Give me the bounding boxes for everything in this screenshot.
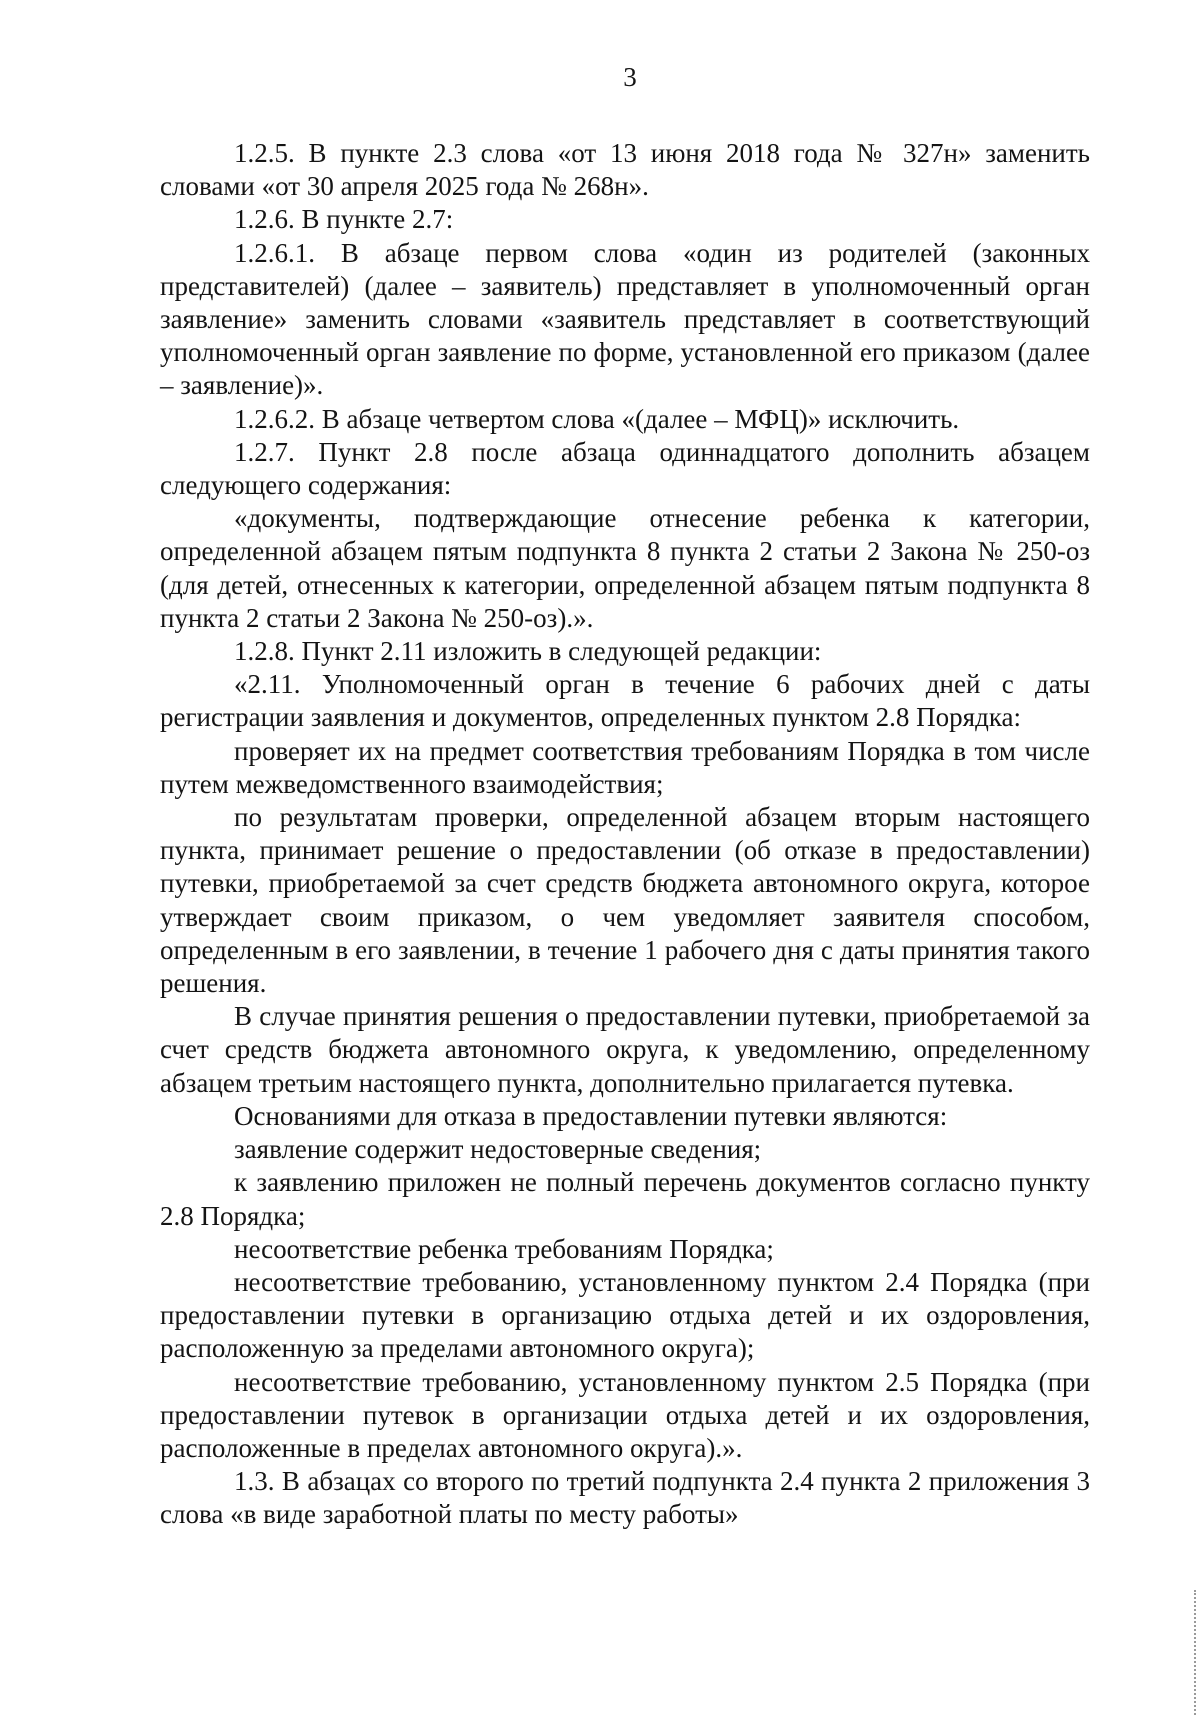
paragraph-check: проверяет их на предмет соответствия требованиям Порядка в том числе путем межведомственного взаимодействия; bbox=[160, 735, 1090, 799]
paragraph-quoted-documents: «документы, подтверждающие отнесение ребенка к категории, определенной абзацем пятым подпункта 8 пункта 2 статьи 2 Закона № 250-оз (для детей, отнесенных к категории, определенной абзацем пятым подпункта 8 пункта 2 статьи 2 Закона № 250-оз).». bbox=[160, 503, 1090, 633]
paragraph-ground-incomplete-docs: к заявлению приложен не полный перечень документов согласно пункту 2.8 Порядка; bbox=[160, 1167, 1090, 1231]
paragraph-decision: по результатам проверки, определенной абзацем вторым настоящего пункта, принимает решение о предоставлении (об отказе в предоставлении) путевки, приобретаемой за счет средств бюджета автономного округа, которое утверждает своим приказом, о чем уведомляет заявителя способом, определенным в его заявлении, в течение 1 рабочего дня с даты принятия такого решения. bbox=[160, 802, 1090, 999]
paragraph-ground-child-mismatch: несоответствие ребенка требованиям Порядка; bbox=[234, 1233, 774, 1264]
paragraph-ground-2-5: несоответствие требованию, установленному пунктом 2.5 Порядка (при предоставлении путевок в организации отдыха детей и их оздоровления, расположенные в пределах автономного округа).». bbox=[160, 1366, 1090, 1463]
document-body bbox=[160, 137, 1090, 1532]
paragraph-1-2-6: 1.2.6. В пункте 2.7: bbox=[234, 204, 454, 235]
paragraph-2-11: «2.11. Уполномоченный орган в течение 6 рабочих дней с даты регистрации заявления и документов, определенных пунктом 2.8 Порядка: bbox=[160, 669, 1090, 733]
paragraph-1-2-6-1: 1.2.6.1. В абзаце первом слова «один из родителей (законных представителей) (далее – заявитель) представляет в уполномоченный орган заявление» заменить словами «заявитель представляет в соответствующий уполномоченный орган заявление по форме, установленной его приказом (далее – заявление)». bbox=[160, 237, 1090, 401]
paragraph-refusal-grounds: Основаниями для отказа в предоставлении путевки являются: bbox=[234, 1100, 948, 1131]
page-number: 3 bbox=[623, 62, 637, 92]
scan-edge-mark bbox=[1193, 1590, 1196, 1715]
paragraph-1-3: 1.3. В абзацах со второго по третий подпункта 2.4 пункта 2 приложения 3 слова «в виде заработной платы по месту работы» bbox=[160, 1466, 1090, 1530]
paragraph-voucher-attached: В случае принятия решения о предоставлении путевки, приобретаемой за счет средств бюджета автономного округа, к уведомлению, определенному абзацем третьим настоящего пункта, дополнительно прилагается путевка. bbox=[160, 1001, 1090, 1098]
paragraph-1-2-5: 1.2.5. В пункте 2.3 слова «от 13 июня 2018 года № 327н» заменить словами «от 30 апреля 2025 года № 268н». bbox=[160, 138, 1090, 202]
paragraph-1-2-7: 1.2.7. Пункт 2.8 после абзаца одиннадцатого дополнить абзацем следующего содержания: bbox=[160, 436, 1090, 501]
paragraph-1-2-6-2: 1.2.6.2. В абзаце четвертом слова «(далее – МФЦ)» исключить. bbox=[234, 403, 960, 434]
paragraph-1-2-8: 1.2.8. Пункт 2.11 изложить в следующей редакции: bbox=[234, 636, 822, 667]
paragraph-ground-false-info: заявление содержит недостоверные сведения; bbox=[234, 1134, 762, 1165]
paragraph-ground-2-4: несоответствие требованию, установленному пунктом 2.4 Порядка (при предоставлении путевки в организацию отдыха детей и их оздоровления, расположенную за пределами автономного округа); bbox=[160, 1266, 1090, 1364]
